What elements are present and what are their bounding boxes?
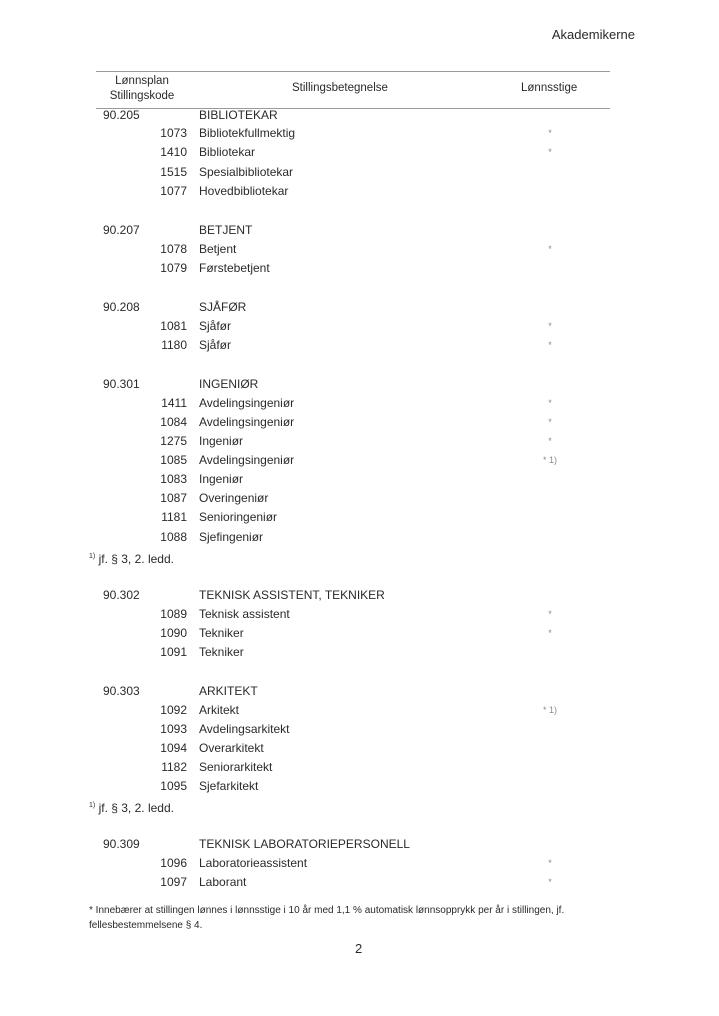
- ladder-mark: *: [548, 128, 552, 138]
- position-title: Førstebetjent: [199, 261, 270, 275]
- position-code: 1087: [160, 491, 187, 505]
- group-heading: BIBLIOTEKAR: [199, 108, 278, 122]
- position-code: 1091: [160, 645, 187, 659]
- ladder-mark: *: [548, 147, 552, 157]
- ladder-mark: *: [548, 398, 552, 408]
- position-title: Avdelingsingeniør: [199, 415, 295, 429]
- position-code: 1092: [160, 703, 187, 717]
- footnote: * Innebærer at stillingen lønnes i lønnsstige i 10 år med 1,1 % automatisk lønnsopprykk per år i stillingen, jf. fellesbestemmelsene § 4.: [89, 905, 565, 931]
- position-code: 1085: [160, 453, 187, 467]
- position-title: Avdelingsingeniør: [199, 396, 295, 410]
- ladder-mark: [520, 643, 580, 661]
- group-heading: INGENIØR: [199, 377, 259, 391]
- ladder-mark: *: [548, 877, 552, 887]
- column-header-title: Stillingsbetegnelse: [292, 82, 388, 94]
- ladder-mark: [520, 470, 580, 488]
- ladder-mark: [520, 163, 580, 181]
- ladder-mark: [520, 489, 580, 507]
- position-code: 1090: [160, 626, 187, 640]
- group-plan-code: 90.301: [103, 377, 140, 391]
- ladder-mark: [520, 528, 580, 546]
- position-title: Avdelingsingeniør: [199, 453, 295, 467]
- position-title: Betjent: [199, 242, 237, 256]
- column-header-code-line2: Stillingskode: [109, 90, 175, 102]
- page-number: 2: [355, 941, 363, 956]
- ladder-mark: *: [548, 609, 552, 619]
- group-heading: TEKNISK ASSISTENT, TEKNIKER: [199, 588, 385, 602]
- group-heading: SJÅFØR: [199, 300, 247, 314]
- position-title: Sjefingeniør: [199, 530, 264, 544]
- position-title: Sjefarkitekt: [199, 779, 259, 793]
- position-code: 1410: [160, 145, 187, 159]
- ladder-mark: [520, 777, 580, 795]
- ladder-mark: [520, 182, 580, 200]
- ladder-mark: *: [548, 321, 552, 331]
- position-title: Ingeniør: [199, 434, 244, 448]
- footnote-marker: 1): [89, 802, 96, 809]
- ladder-mark: *: [548, 858, 552, 868]
- position-code: 1079: [160, 261, 187, 275]
- group-plan-code: 90.205: [103, 108, 140, 122]
- position-code: 1073: [160, 126, 187, 140]
- position-title: Hovedbibliotekar: [199, 184, 289, 198]
- position-title: Tekniker: [199, 626, 244, 640]
- position-code: 1081: [160, 319, 187, 333]
- position-code: 1275: [160, 434, 187, 448]
- ladder-mark: [520, 720, 580, 738]
- position-code: 1083: [160, 472, 187, 486]
- ladder-mark: *: [548, 436, 552, 446]
- position-code: 1088: [160, 530, 187, 544]
- position-code: 1411: [161, 396, 187, 410]
- group-heading: TEKNISK LABORATORIEPERSONELL: [199, 837, 410, 851]
- position-code: 1078: [160, 242, 187, 256]
- ladder-mark: * 1): [542, 705, 557, 715]
- position-code: 1181: [161, 510, 187, 524]
- column-header-code-line1: Lønnsplan: [115, 75, 169, 87]
- footnote-marker: 1): [89, 553, 96, 560]
- position-title: Senioringeniør: [199, 510, 278, 524]
- position-code: 1180: [161, 338, 187, 352]
- organization-name: Akademikerne: [551, 27, 635, 42]
- position-title: Bibliotekfullmektig: [199, 126, 296, 140]
- position-code: 1096: [160, 856, 187, 870]
- ladder-mark: *: [548, 628, 552, 638]
- position-code: 1097: [160, 875, 187, 889]
- column-header-ladder: Lønnsstige: [521, 82, 578, 94]
- group-plan-code: 90.207: [103, 223, 140, 237]
- group-plan-code: 90.303: [103, 684, 140, 698]
- position-title: Sjåfør: [199, 319, 232, 333]
- group-heading: ARKITEKT: [199, 684, 258, 698]
- position-code: 1093: [160, 722, 187, 736]
- position-title: Sjåfør: [199, 338, 232, 352]
- position-title: Bibliotekar: [199, 145, 256, 159]
- position-title: Laborant: [199, 875, 247, 889]
- group-heading: BETJENT: [199, 223, 253, 237]
- position-code: 1515: [160, 165, 187, 179]
- position-code: 1089: [160, 607, 187, 621]
- group-plan-code: 90.302: [103, 588, 140, 602]
- ladder-mark: *: [548, 340, 552, 350]
- position-title: Overingeniør: [199, 491, 269, 505]
- ladder-mark: *: [548, 244, 552, 254]
- position-title: Laboratorieassistent: [199, 856, 308, 870]
- position-code: 1094: [160, 741, 187, 755]
- ladder-mark: [520, 758, 580, 776]
- position-title: Seniorarkitekt: [199, 760, 273, 774]
- position-title: Ingeniør: [199, 472, 244, 486]
- group-footnote: [89, 797, 174, 815]
- group-plan-code: 90.309: [103, 837, 140, 851]
- position-code: 1182: [161, 760, 187, 774]
- ladder-mark: [520, 508, 580, 526]
- position-title: Tekniker: [199, 645, 244, 659]
- column-header-code: [96, 74, 188, 104]
- ladder-mark: [520, 739, 580, 757]
- position-code: 1077: [160, 184, 187, 198]
- table-header: [96, 71, 610, 109]
- position-title: Arkitekt: [199, 703, 240, 717]
- ladder-mark: [520, 259, 580, 277]
- footnote-reference: jf. § 3, 2. ledd.: [98, 801, 174, 815]
- group-footnote: [89, 548, 174, 566]
- position-title: Overarkitekt: [199, 741, 264, 755]
- position-code: 1095: [160, 779, 187, 793]
- position-title: Spesialbibliotekar: [199, 165, 294, 179]
- ladder-mark: *: [548, 417, 552, 427]
- position-title: Avdelingsarkitekt: [199, 722, 290, 736]
- position-title: Teknisk assistent: [199, 607, 290, 621]
- footnote-reference: jf. § 3, 2. ledd.: [98, 552, 174, 566]
- ladder-mark: * 1): [542, 455, 557, 465]
- group-plan-code: 90.208: [103, 300, 140, 314]
- position-code: 1084: [160, 415, 187, 429]
